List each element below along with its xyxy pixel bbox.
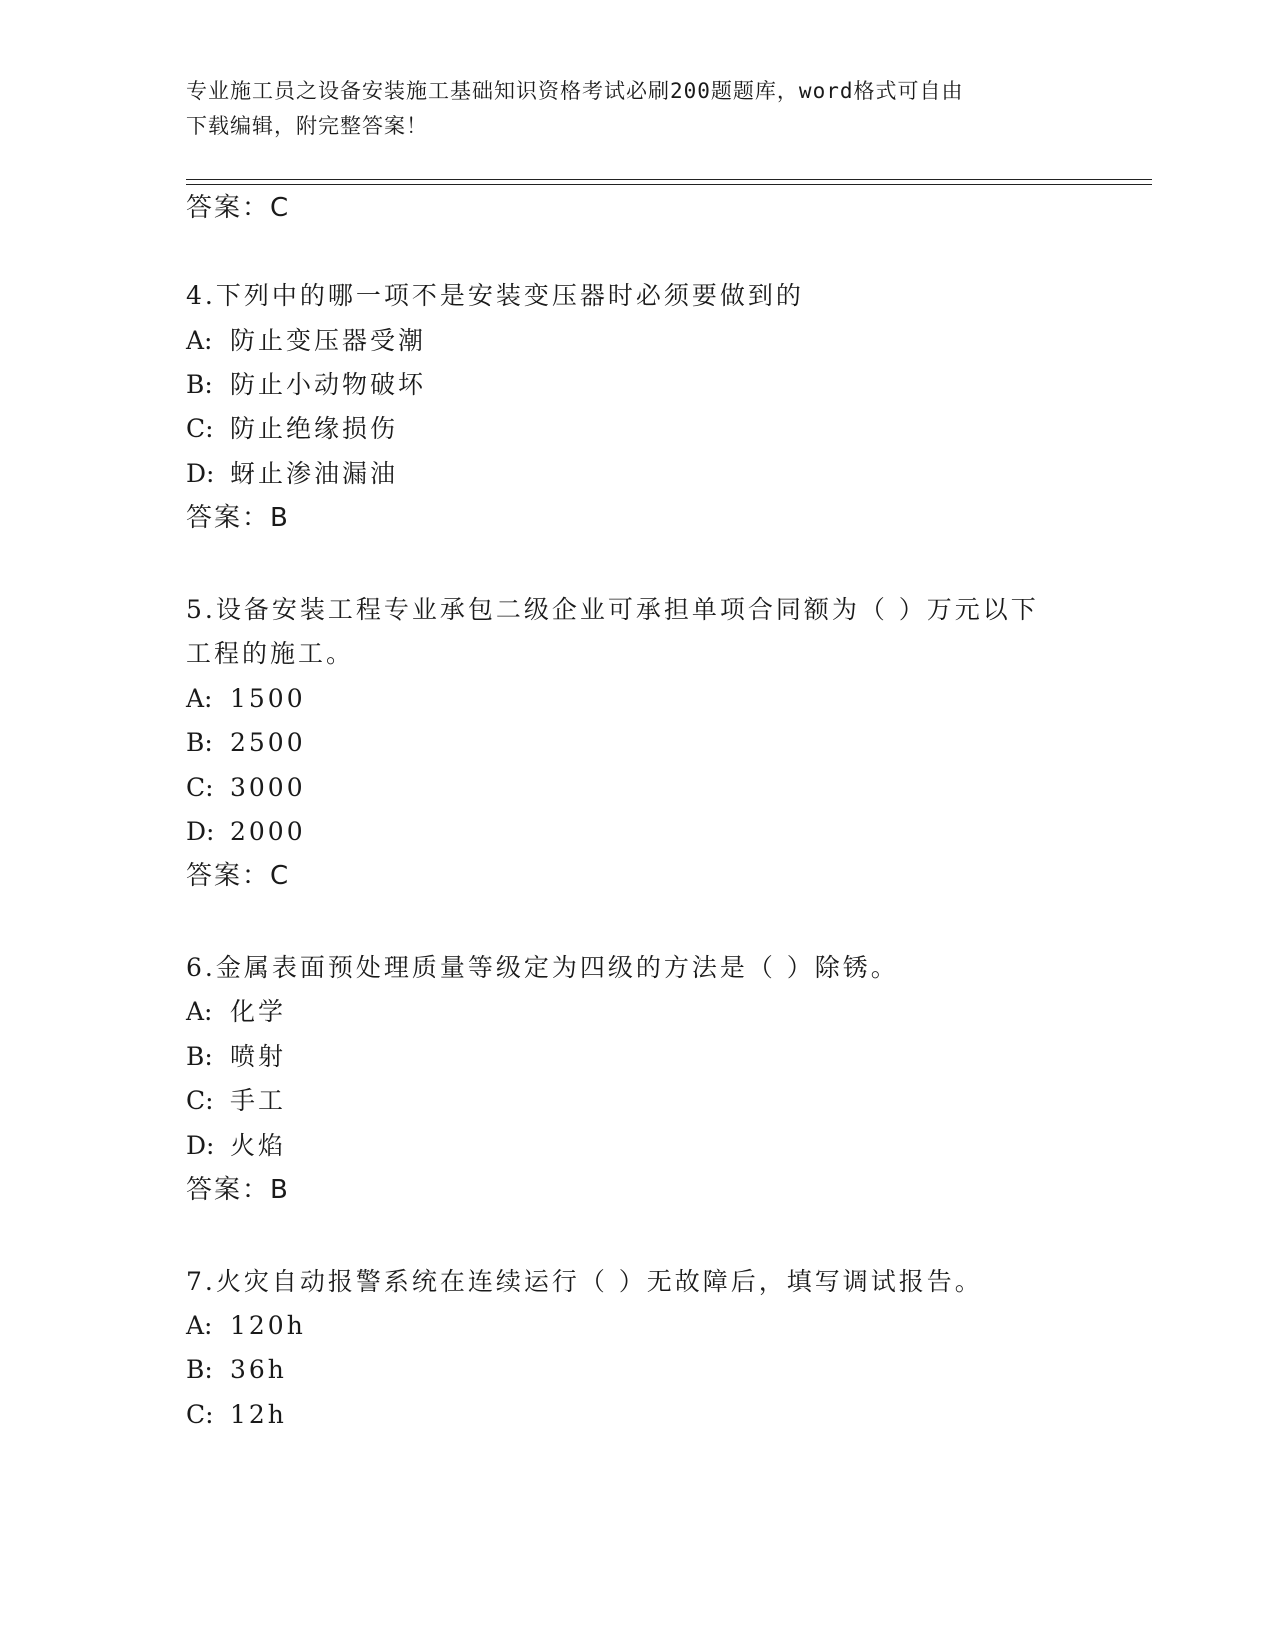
header-line-1: 专业施工员之设备安装施工基础知识资格考试必刷200题题库，word格式可自由 (186, 79, 964, 103)
header-line-2: 下载编辑，附完整答案！ (186, 114, 428, 138)
option-line (186, 1130, 286, 1162)
option-line (186, 816, 306, 848)
option-line (186, 458, 398, 490)
answer-line: 答案：C (186, 193, 291, 223)
question-stem: 6.金属表面预处理质量等级定为四级的方法是（ ）除锈。 (186, 953, 899, 982)
option-label: C: (186, 1086, 214, 1115)
option-text: 防止绝缘损伤 (230, 414, 399, 443)
question-stem-continued: 工程的施工。 (186, 639, 355, 668)
option-text: 12h (230, 1400, 287, 1429)
option-text: 2000 (230, 817, 306, 846)
option-line (186, 1041, 286, 1073)
option-label: B: (186, 1042, 213, 1071)
option-line (186, 1085, 286, 1117)
option-line (186, 772, 306, 804)
question-stem: 7.火灾自动报警系统在连续运行（ ）无故障后，填写调试报告。 (186, 1267, 983, 1296)
answer-line: 答案：B (186, 1175, 290, 1205)
option-text: 防止小动物破坏 (230, 370, 427, 399)
header-rule-top (186, 179, 1152, 180)
option-line (186, 727, 306, 759)
option-line (186, 369, 426, 401)
option-text: 防止变压器受潮 (230, 326, 427, 355)
option-text: 36h (230, 1355, 287, 1384)
option-text: 手工 (230, 1086, 287, 1115)
option-line (186, 325, 426, 357)
option-text: 蚜止渗油漏油 (230, 459, 399, 488)
option-line (186, 996, 286, 1028)
option-label: A: (186, 997, 213, 1026)
document-header (186, 74, 1086, 144)
option-text: 3000 (230, 773, 306, 802)
answer-line: 答案：C (186, 861, 291, 891)
option-label: A: (186, 326, 213, 355)
option-text: 化学 (230, 997, 287, 1026)
option-label: D: (186, 1131, 215, 1160)
option-text: 120h (230, 1311, 306, 1340)
header-rule-bottom (186, 184, 1152, 185)
option-label: D: (186, 459, 215, 488)
option-label: B: (186, 370, 213, 399)
option-label: B: (186, 728, 213, 757)
answer-line: 答案：B (186, 503, 290, 533)
question-stem: 5.设备安装工程专业承包二级企业可承担单项合同额为（ ）万元以下 (186, 595, 1039, 624)
option-text: 喷射 (230, 1042, 287, 1071)
question-stem: 4.下列中的哪一项不是安装变压器时必须要做到的 (186, 281, 804, 310)
option-label: A: (186, 684, 213, 713)
option-label: C: (186, 773, 214, 802)
option-label: C: (186, 414, 214, 443)
option-text: 2500 (230, 728, 306, 757)
option-label: A: (186, 1311, 213, 1340)
option-label: B: (186, 1355, 213, 1384)
option-line (186, 413, 398, 445)
option-line (186, 1399, 287, 1431)
option-line (186, 683, 306, 715)
option-line (186, 1354, 287, 1386)
option-text: 1500 (230, 684, 306, 713)
option-label: D: (186, 817, 215, 846)
option-label: C: (186, 1400, 214, 1429)
option-text: 火焰 (230, 1131, 287, 1160)
option-line (186, 1310, 306, 1342)
